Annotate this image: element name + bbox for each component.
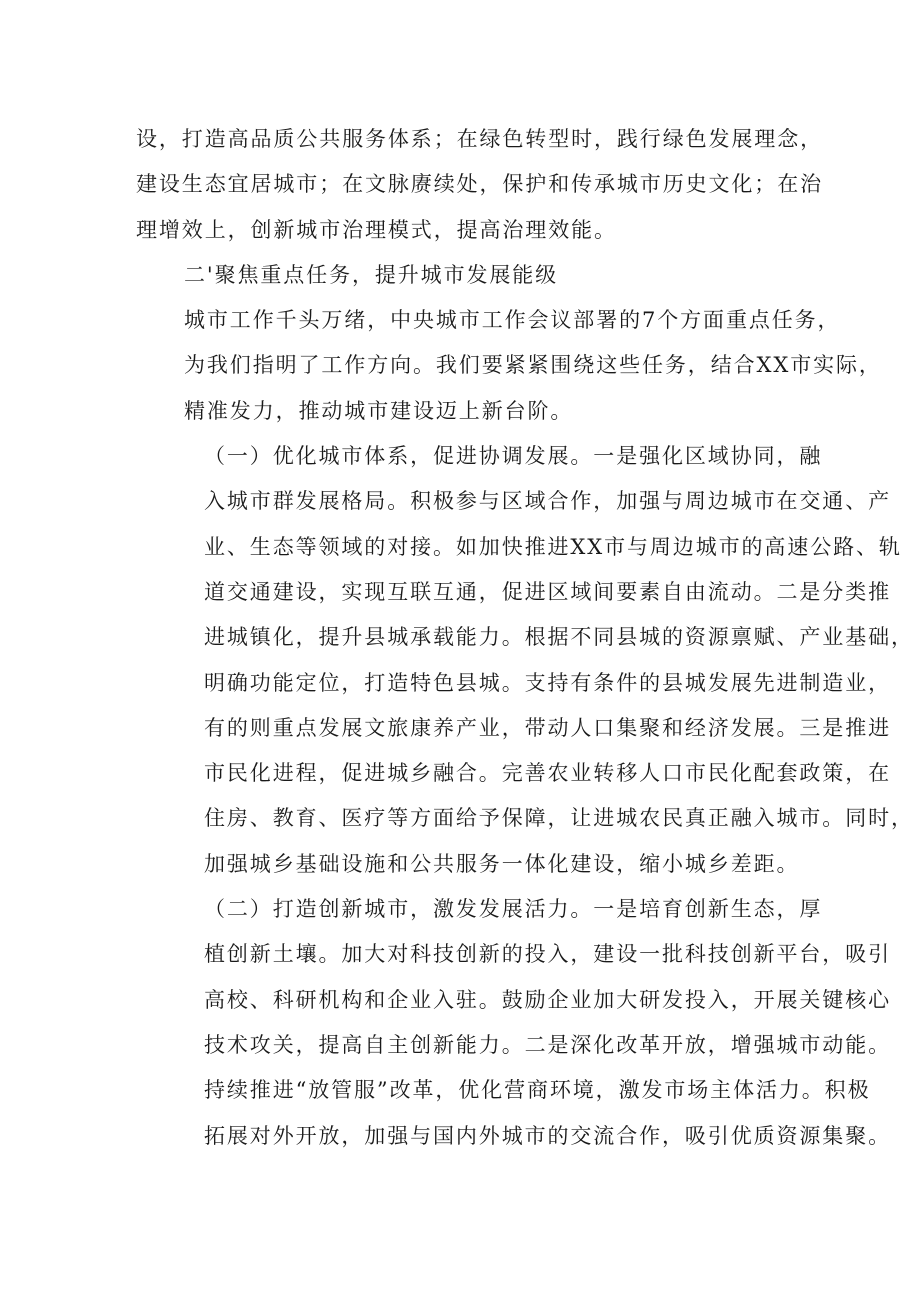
text-line: 为我们指明了工作方向。我们要紧紧围绕这些任务，结合XX市实际，: [184, 353, 882, 378]
text-line: 技术攻关，提高自主创新能力。二是深化改革开放，增强城市动能。: [204, 1032, 891, 1057]
text-line: 进城镇化，提升县城承载能力。根据不同县城的资源禀赋、产业基础，: [204, 625, 914, 650]
text-line: 业、生态等领域的对接。如加快推进XX市与周边城市的高速公路、轨: [204, 534, 902, 559]
document-body: [136, 117, 914, 1159]
text-line: （一）优化城市体系，促进协调发展。一是强化区域协同，融: [204, 444, 823, 469]
text-line: （二）打造创新城市，激发发展活力。一是培育创新生态，厚: [204, 897, 823, 922]
text-line: 拓展对外开放，加强与国内外城市的交流合作，吸引优质资源集聚。: [204, 1123, 891, 1148]
text-line: 加强城乡基础设施和公共服务一体化建设，缩小城乡差距。: [204, 851, 800, 876]
paragraph-p4: [136, 434, 914, 887]
paragraph-p3: [136, 298, 882, 434]
text-line: 高校、科研机构和企业入驻。鼓励企业加大研发投入，开展关键核心: [204, 987, 891, 1012]
text-line: 建设生态宜居城市；在文脉赓续处，保护和传承城市历史文化；在治: [136, 172, 823, 197]
text-line: 持续推进“放管服”改革，优化营商环境，激发市场主体活力。积极: [204, 1078, 871, 1103]
text-line: 理增效上，创新城市治理模式，提高治理效能。: [136, 217, 617, 242]
text-line: 市民化进程，促进城乡融合。完善农业转移人口市民化配套政策，在: [204, 761, 891, 786]
text-line: 入城市群发展格局。积极参与区域合作，加强与周边城市在交通、产: [204, 489, 891, 514]
section-heading: [136, 253, 808, 298]
text-line: 城市工作千头万绪，中央城市工作会议部署的7个方面重点任务，: [184, 308, 841, 333]
text-line: 设，打造高品质公共服务体系；在绿色转型时，践行绿色发展理念，: [136, 127, 823, 151]
paragraph-p5: [136, 887, 891, 1159]
text-line: 住房、教育、医疗等方面给予保障，让进城农民真正融入城市。同时，: [204, 806, 914, 831]
heading-line: 二'聚焦重点任务，提升城市发展能级: [184, 262, 559, 287]
paragraph-p1: [136, 117, 823, 253]
text-line: 精准发力，推动城市建设迈上新台阶。: [184, 398, 574, 423]
text-line: 植创新土壤。加大对科技创新的投入，建设一批科技创新平台，吸引: [204, 942, 891, 967]
text-line: 明确功能定位，打造特色县城。支持有条件的县城发展先进制造业，: [204, 670, 891, 695]
text-line: 有的则重点发展文旅康养产业，带动人口集聚和经济发展。三是推进: [204, 715, 891, 740]
text-line: 道交通建设，实现互联互通，促进区域间要素自由流动。二是分类推: [204, 579, 891, 604]
